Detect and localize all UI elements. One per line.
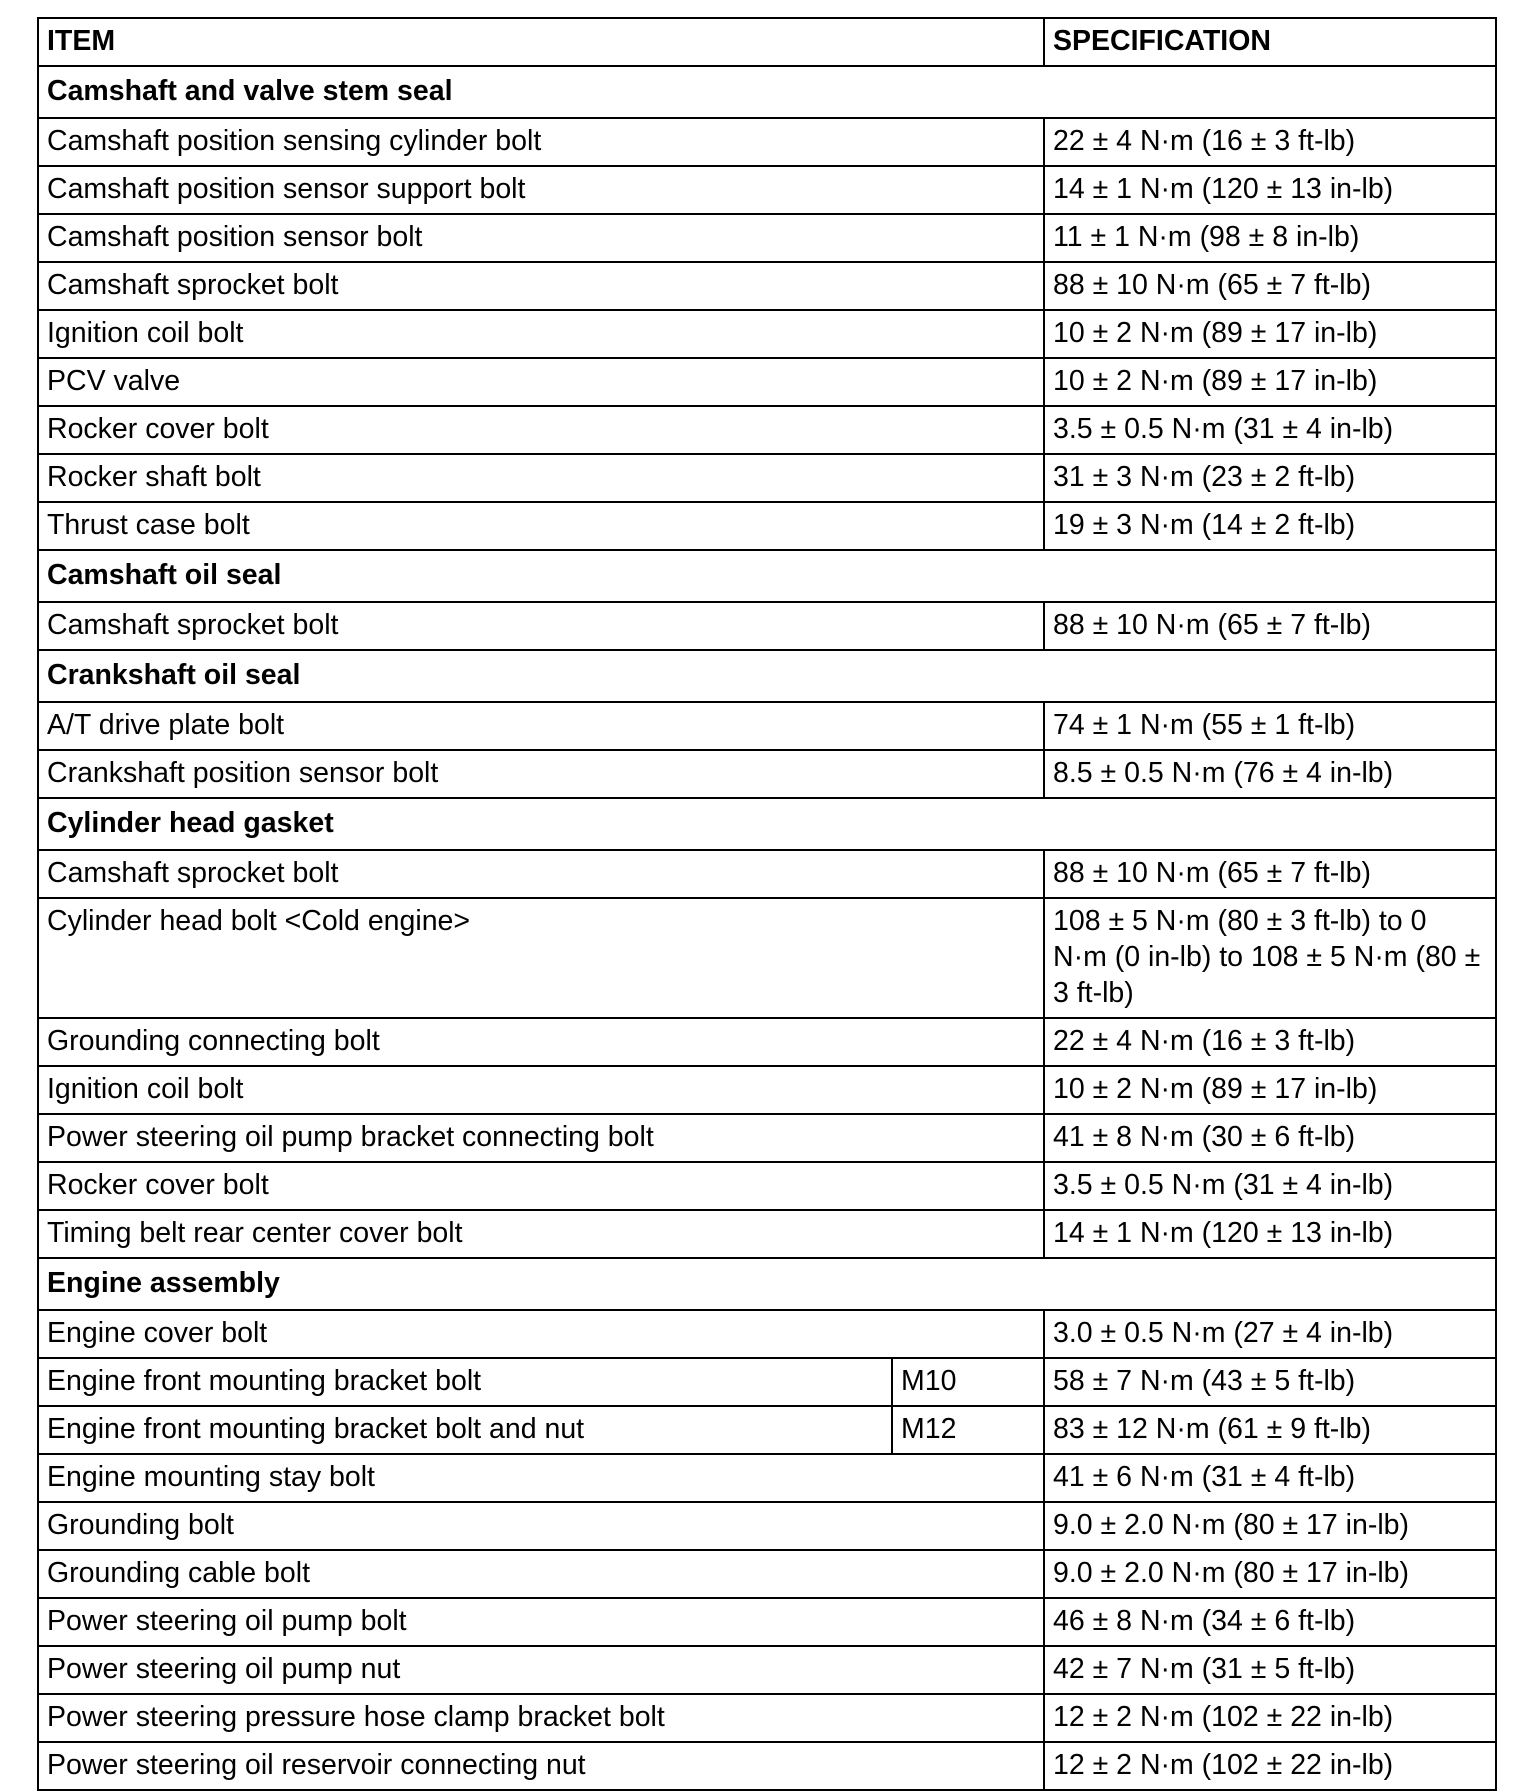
- item-name: Crankshaft position sensor bolt: [38, 750, 1044, 798]
- item-name: Timing belt rear center cover bolt: [38, 1210, 1044, 1258]
- section-row: [38, 650, 1496, 702]
- table-row: [38, 850, 1496, 898]
- item-name: Grounding bolt: [38, 1502, 1044, 1550]
- section-title: Camshaft oil seal: [38, 550, 1496, 602]
- item-name: Engine front mounting bracket bolt: [47, 1365, 482, 1397]
- table-row: [38, 1310, 1496, 1358]
- specification-value: 22 ± 4 N·m (16 ± 3 ft-lb): [1044, 118, 1496, 166]
- item-name: Rocker cover bolt: [38, 406, 1044, 454]
- item-name: Power steering oil pump bracket connecting bolt: [38, 1114, 1044, 1162]
- specification-value: 14 ± 1 N·m (120 ± 13 in-lb): [1044, 1210, 1496, 1258]
- item-name: Rocker shaft bolt: [38, 454, 1044, 502]
- specification-value: 3.5 ± 0.5 N·m (31 ± 4 in-lb): [1044, 1162, 1496, 1210]
- item-name: PCV valve: [38, 358, 1044, 406]
- table-row: [38, 1066, 1496, 1114]
- item-name: Camshaft sprocket bolt: [38, 262, 1044, 310]
- section-title: Camshaft and valve stem seal: [38, 66, 1496, 118]
- header-row: [38, 18, 1496, 66]
- item-name: Power steering oil reservoir connecting nut: [38, 1742, 1044, 1790]
- specification-value: 11 ± 1 N·m (98 ± 8 in-lb): [1044, 214, 1496, 262]
- table-row: [38, 1358, 1496, 1406]
- table-row: [38, 1162, 1496, 1210]
- table-row: [38, 1550, 1496, 1598]
- specification-value: 12 ± 2 N·m (102 ± 22 in-lb): [1044, 1742, 1496, 1790]
- specification-value: 41 ± 6 N·m (31 ± 4 ft-lb): [1044, 1454, 1496, 1502]
- specification-value: 74 ± 1 N·m (55 ± 1 ft-lb): [1044, 702, 1496, 750]
- table-row: [38, 1742, 1496, 1790]
- section-title: Engine assembly: [38, 1258, 1496, 1310]
- table-row: [38, 214, 1496, 262]
- table-row: [38, 502, 1496, 550]
- item-cell-with-size: [38, 1406, 1044, 1454]
- specification-value: 83 ± 12 N·m (61 ± 9 ft-lb): [1044, 1406, 1496, 1454]
- table-row: [38, 454, 1496, 502]
- specification-value: 3.5 ± 0.5 N·m (31 ± 4 in-lb): [1044, 406, 1496, 454]
- item-name: Power steering oil pump nut: [38, 1646, 1044, 1694]
- specification-column-header: SPECIFICATION: [1044, 18, 1496, 66]
- specification-value: 88 ± 10 N·m (65 ± 7 ft-lb): [1044, 262, 1496, 310]
- item-name: A/T drive plate bolt: [38, 702, 1044, 750]
- table-row: [38, 602, 1496, 650]
- item-name: Grounding cable bolt: [38, 1550, 1044, 1598]
- item-name: Engine mounting stay bolt: [38, 1454, 1044, 1502]
- table-row: [38, 750, 1496, 798]
- item-cell-with-size: [38, 1358, 1044, 1406]
- specification-value: 42 ± 7 N·m (31 ± 5 ft-lb): [1044, 1646, 1496, 1694]
- specification-value: 9.0 ± 2.0 N·m (80 ± 17 in-lb): [1044, 1550, 1496, 1598]
- specification-value: 10 ± 2 N·m (89 ± 17 in-lb): [1044, 1066, 1496, 1114]
- table-row: [38, 1454, 1496, 1502]
- specification-value: 22 ± 4 N·m (16 ± 3 ft-lb): [1044, 1018, 1496, 1066]
- item-name: Engine front mounting bracket bolt and nut: [47, 1413, 585, 1445]
- item-name: Camshaft position sensing cylinder bolt: [38, 118, 1044, 166]
- item-name: Power steering oil pump bolt: [38, 1598, 1044, 1646]
- specification-value: 108 ± 5 N·m (80 ± 3 ft-lb) to 0 N·m (0 in-lb) to 108 ± 5 N·m (80 ± 3 ft-lb): [1044, 898, 1496, 1018]
- section-title: Crankshaft oil seal: [38, 650, 1496, 702]
- table-row: [38, 166, 1496, 214]
- table-row: [38, 358, 1496, 406]
- item-name: Thrust case bolt: [38, 502, 1044, 550]
- item-name: Camshaft sprocket bolt: [38, 602, 1044, 650]
- section-title: Cylinder head gasket: [38, 798, 1496, 850]
- table-row: [38, 1694, 1496, 1742]
- specification-value: 46 ± 8 N·m (34 ± 6 ft-lb): [1044, 1598, 1496, 1646]
- torque-spec-table: [37, 17, 1497, 1791]
- table-row: [38, 702, 1496, 750]
- specification-value: 88 ± 10 N·m (65 ± 7 ft-lb): [1044, 850, 1496, 898]
- item-name: Rocker cover bolt: [38, 1162, 1044, 1210]
- bolt-size: M10: [891, 1359, 1043, 1405]
- specification-value: 9.0 ± 2.0 N·m (80 ± 17 in-lb): [1044, 1502, 1496, 1550]
- table-row: [38, 310, 1496, 358]
- specification-value: 10 ± 2 N·m (89 ± 17 in-lb): [1044, 310, 1496, 358]
- specification-value: 41 ± 8 N·m (30 ± 6 ft-lb): [1044, 1114, 1496, 1162]
- item-name: Grounding connecting bolt: [38, 1018, 1044, 1066]
- table-row: [38, 1114, 1496, 1162]
- section-row: [38, 550, 1496, 602]
- table-row: [38, 1646, 1496, 1694]
- item-name: Engine cover bolt: [38, 1310, 1044, 1358]
- specification-value: 10 ± 2 N·m (89 ± 17 in-lb): [1044, 358, 1496, 406]
- specification-value: 14 ± 1 N·m (120 ± 13 in-lb): [1044, 166, 1496, 214]
- item-name: Power steering pressure hose clamp bracket bolt: [38, 1694, 1044, 1742]
- table-row: [38, 118, 1496, 166]
- item-name: Camshaft position sensor support bolt: [38, 166, 1044, 214]
- item-name: Camshaft sprocket bolt: [38, 850, 1044, 898]
- table-row: [38, 1018, 1496, 1066]
- table-row: [38, 406, 1496, 454]
- item-name: Ignition coil bolt: [38, 1066, 1044, 1114]
- section-row: [38, 798, 1496, 850]
- table-row: [38, 1210, 1496, 1258]
- spec-table-body: [38, 66, 1496, 1790]
- specification-value: 12 ± 2 N·m (102 ± 22 in-lb): [1044, 1694, 1496, 1742]
- item-name: Ignition coil bolt: [38, 310, 1044, 358]
- item-column-header: ITEM: [38, 18, 1044, 66]
- bolt-size: M12: [891, 1407, 1043, 1453]
- specification-value: 58 ± 7 N·m (43 ± 5 ft-lb): [1044, 1358, 1496, 1406]
- table-row: [38, 1406, 1496, 1454]
- item-name: Cylinder head bolt <Cold engine>: [38, 898, 1044, 1018]
- table-row: [38, 1598, 1496, 1646]
- section-row: [38, 1258, 1496, 1310]
- table-row: [38, 898, 1496, 1018]
- specification-value: 8.5 ± 0.5 N·m (76 ± 4 in-lb): [1044, 750, 1496, 798]
- table-row: [38, 262, 1496, 310]
- table-row: [38, 1502, 1496, 1550]
- specification-value: 31 ± 3 N·m (23 ± 2 ft-lb): [1044, 454, 1496, 502]
- section-row: [38, 66, 1496, 118]
- specification-value: 19 ± 3 N·m (14 ± 2 ft-lb): [1044, 502, 1496, 550]
- specification-value: 3.0 ± 0.5 N·m (27 ± 4 in-lb): [1044, 1310, 1496, 1358]
- specification-value: 88 ± 10 N·m (65 ± 7 ft-lb): [1044, 602, 1496, 650]
- item-name: Camshaft position sensor bolt: [38, 214, 1044, 262]
